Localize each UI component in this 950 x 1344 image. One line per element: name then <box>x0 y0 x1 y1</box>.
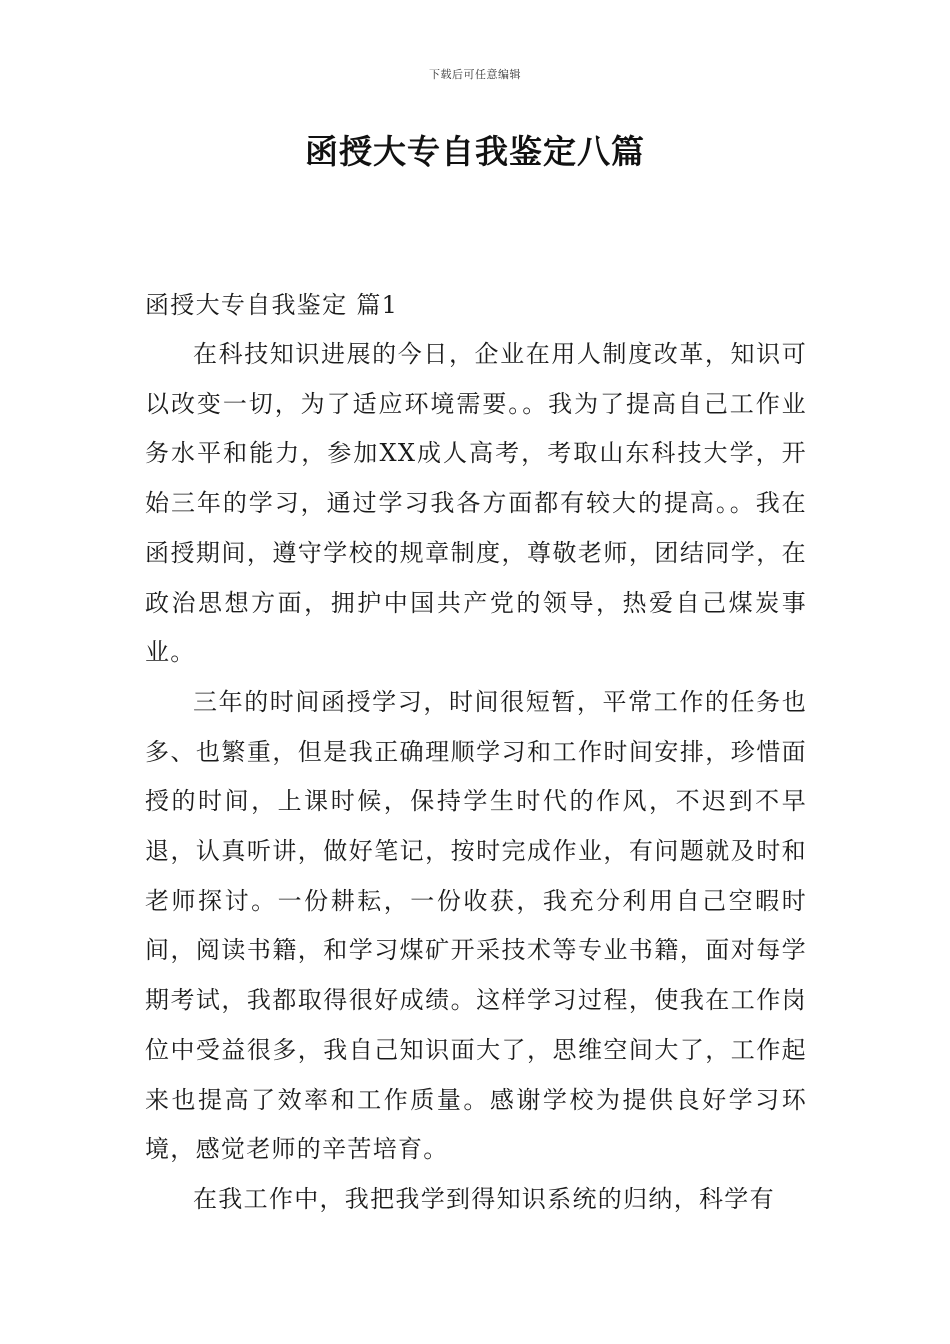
document-title: 函授大专自我鉴定八篇 <box>305 132 645 171</box>
paragraph: 在我工作中，我把我学到得知识系统的归纳，科学有 <box>193 1184 775 1213</box>
document-body <box>145 280 807 1225</box>
section-heading: 函授大专自我鉴定 篇1 <box>145 291 399 319</box>
paragraph: 三年的时间函授学习，时间很短暂，平常工作的任务也多、也繁重，但是我正确理顺学习和工作时间安排，珍惜面授的时间，上课时候，保持学生时代的作风，不迟到不早退，认真听讲，做好笔记，按时完成作业，有问题就及时和老师探讨。一份耕耘，一份收获，我充分利用自己空暇时间，阅读书籍，和学习煤矿开采技术等专业书籍，面对每学期考试，我都取得很好成绩。这样学习过程，使我在工作岗位中受益很多，我自己知识面大了，思维空间大了，工作起来也提高了效率和工作质量。感谢学校为提供良好学习环境，感觉老师的辛苦培育。 <box>145 687 807 1164</box>
header-note: 下载后可任意编辑 <box>429 68 521 81</box>
paragraph: 在科技知识进展的今日，企业在用人制度改革，知识可以改变一切，为了适应环境需要。。我为了提高自己工作业务水平和能力，参加XX成人高考，考取山东科技大学，开始三年的学习，通过学习我各方面都有较大的提高。。我在函授期间，遵守学校的规章制度，尊敬老师，团结同学，在政治思想方面，拥护中国共产党的领导，热爱自己煤炭事业。 <box>145 340 807 667</box>
